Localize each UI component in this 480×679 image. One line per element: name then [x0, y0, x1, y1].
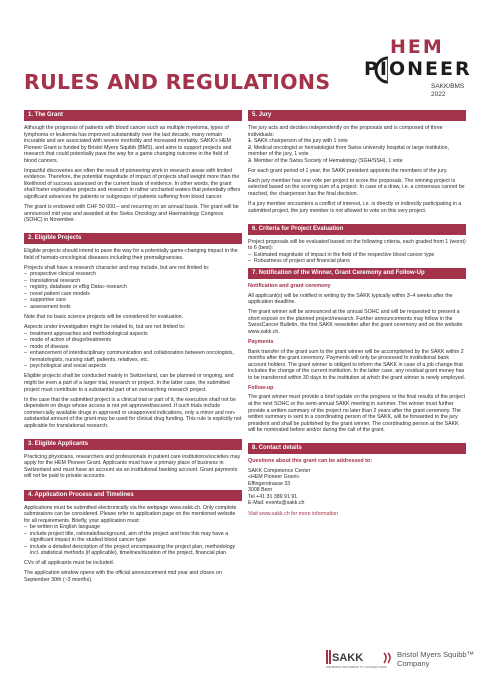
hem-pioneer-logo: [326, 28, 472, 108]
right-column: [248, 110, 466, 518]
contact-email[interactable]: E-Mail: events@sakk.ch: [248, 500, 305, 507]
list-item: – registry, database or eBig Data» research: [24, 284, 242, 291]
subheading-contact: Questions about this grant can be addressed to:: [248, 458, 373, 465]
section-heading-criteria: 6. Criteria for Project Evaluation: [248, 224, 466, 235]
contact-line: Effingerstrasse 33: [248, 480, 291, 487]
payments-paragraph: Bank transfer of the grant sum to the grant winner will be accomplished by the SAKK within 2 months after the grant ceremony. Payments will only be processed to institutional bank account holders. The grant winner is obliged to inform the SAKK in case of a job change that includes the change of the current institution. In the latter case, any residual grant money has to be transferred within 30 days to the institution at which the grant winner is newly employed.: [248, 348, 466, 381]
bms-company: Company: [397, 659, 430, 668]
jury-paragraph-1: The jury acts and decides independently on the proposals and is composed of three individuals:: [248, 125, 443, 138]
subheading-payments: Payments: [248, 339, 274, 346]
grant-paragraph-1: Although the prognosis of patients with blood cancer such as multiple myeloma, types of lymphoma or leukemia has improved substantially over the last decade, many remain incurable and are associated with severe morbidity and increased mortality. SAKK's HEM Pioneer Grant is funded by Bristol Myers Squibb (BMS), and aims to support projects and research that could potentially pave the way for a game changing outcome in the field of blood cancers.: [24, 125, 232, 164]
list-item: – mode of action of drugs/treatments: [24, 337, 242, 344]
follow-up-paragraph: The grant winner must provide a brief update on the progress or the final results of the project at the next SOHC or the semi-annual SAKK meeting in summer. The winner must further provide a written summary of the project no later than 2 years after the grant ceremony. The written summary is sent to a coordinating person of the SAKK, will be forwarded to the jury president and shall be published by the grant winner. The coordinating person at the SAKK will be nominated before and/or during the call of the grant.: [248, 394, 466, 434]
section-heading-application: 4. Application Process and Timelines: [24, 490, 242, 501]
jury-paragraph-3: Each jury member has one vote per project to score the proposals. The winning project is selected based on the scoring sum of a project. In case of a draw, i.e. a consensus cannot be reached, the chairperson has the final decision.: [248, 177, 465, 197]
eligible-projects-paragraph-3: Note that no basic science projects will be considered for evaluation.: [24, 314, 184, 321]
sakk-logo-text: SAKK: [332, 652, 364, 664]
eligible-projects-paragraph-5: Eligible projects shall be conducted mainly in Switzerland, can be planned or ongoing, and might be even a part of a larger trial, research or project. In the latter case, the submitted project must contribute to a substantial part of an overarching research project.: [24, 373, 234, 393]
aspects-list: [24, 331, 242, 370]
bms-name: Bristol Myers Squibb™: [397, 650, 475, 659]
application-paragraph-2: CVs of all applicants must be included.: [24, 560, 115, 567]
list-item: – 1. SAKK chairperson of the jury with 1 vote: [248, 138, 466, 145]
notification-paragraph-1: All applicant(s) will be notified in writing by the SAKK typically within 3–4 weeks after the application deadline.: [248, 292, 453, 306]
application-paragraph-1: Applications must be submitted electronically via the webpage www.sakk.ch. Only complete submissions can be considered. Please refer to application page on the mentioned website for all requirements. Briefly, your application must:: [24, 504, 237, 524]
jury-paragraph-2: For each grant period of 1 year, the SAKK president appoints the members of the jury.: [248, 167, 448, 174]
contact-address: [248, 468, 466, 507]
list-item: – psychological and social aspects: [24, 363, 242, 370]
list-item: – translational research: [24, 278, 242, 285]
contact-line: SAKK Competence Center: [248, 467, 311, 474]
list-item: – 2. Medical oncologist or hematologist from Swiss university hospital or large institution, member of the jury, 1 vote: [248, 145, 466, 158]
contact-line: «HEM Pioneer Grant»: [248, 474, 300, 481]
section-heading-contact: 8. Contact details: [248, 443, 466, 454]
left-column: [24, 110, 242, 587]
sakk-tagline: WE BRING PROGRESS TO CANCER CARE: [326, 665, 387, 669]
list-item: – novel patient care models: [24, 291, 242, 298]
eligible-projects-paragraph-4: Aspects under investigation might be related to, but are not limited to:: [24, 324, 186, 331]
research-types-list: [24, 271, 242, 310]
list-item: – include a detailed description of the project encompassing the project plan, methodology incl. statistical methods (if applicable), timelines/duration of the project, financial plan.: [24, 544, 242, 557]
logo-org: SAKK/BMS: [431, 83, 465, 90]
logo-hem-text: HEM: [390, 36, 444, 58]
list-item: – enhancement of interdisciplinary communication and collaboration between oncologists, hematologists, nursing staff, patients, relatives, etc.: [24, 350, 242, 363]
jury-members-list: [248, 138, 466, 164]
criteria-paragraph-1: Project proposals will be evaluated based on the following criteria, each graded from 1 (worst) to 6 (best):: [248, 238, 466, 252]
list-item: – Estimated magnitude of impact in the field of the respective blood cancer type: [248, 252, 466, 259]
list-item: – assessment tools: [24, 304, 242, 311]
list-item: – be written in English language: [24, 524, 242, 531]
grant-paragraph-3: The grant is endowed with CHF 50 000.– and recurring on an annual basis. The grant will be announced mid year and awarded at the Swiss Oncology and Haematology Congress (SOHC) in November.: [24, 204, 239, 224]
section-heading-notification: 7. Notification of the Winner, Grant Ceremony and Follow-Up: [248, 268, 466, 279]
contact-line: 3008 Bern: [248, 487, 273, 494]
criteria-list: [248, 252, 466, 265]
visit-website-link[interactable]: Visit www.sakk.ch for more information: [248, 511, 339, 518]
contact-line: Tel +41 31 389 91 91: [248, 493, 298, 500]
subheading-follow-up: Follow-up: [248, 384, 274, 391]
section-heading-eligible-applicants: 3. Eligible Applicants: [24, 439, 242, 450]
eligible-projects-paragraph-2: Projects shall have a research character and may include, but are not limited to:: [24, 264, 210, 271]
list-item: – Robustness of project and financial plans: [248, 258, 466, 265]
eligible-projects-paragraph-6: In the case that the submitted project is a clinical trial or part of it, the execution shall not be dependent on drugs whose access is not yet approved/secured. If such trials include commercially available drugs in approved or unapproved indications, only a minor and non-substantial amount of the grant may be used for clinical drug funding. This rule is explicitly not applicable for translational research.: [24, 396, 242, 429]
list-item: – treatment approaches and methodological aspects: [24, 331, 242, 338]
application-requirements-list: [24, 524, 242, 557]
list-item: – include project title, rationale/background, aim of the project and how this may have a significant impact in the studied blood cancer type: [24, 531, 242, 544]
page-title: RULES AND REGULATIONS: [24, 70, 331, 94]
list-item: – mode of disease: [24, 344, 242, 351]
eligible-applicants-paragraph-1: Practicing physicians, researchers and professionals in patient care institutions/societies may apply for the HEM Pioneer Grant. Applicants must have a primary place of business in Switzerland and must have an account via an institutional banking account. Grant payments will not be paid to private accounts.: [24, 453, 241, 480]
logo-year: 2022: [431, 91, 446, 98]
list-item: – prospective clinical research: [24, 271, 242, 278]
section-heading-jury: 5. Jury: [248, 110, 466, 121]
section-heading-eligible-projects: 2. Eligible Projects: [24, 233, 242, 244]
section-heading-grant: 1. The Grant: [24, 110, 242, 121]
eligible-projects-paragraph-1: Eligible projects should intend to pave the way for a potentially game-changing impact in the field of hemato-oncological diseases including their premalignancies.: [24, 248, 238, 261]
jury-paragraph-4: If a jury member encounters a conflict of interest, i.e. is directly or indirectly participating in a submitted project, the jury member is not allowed to vote on this very project.: [248, 200, 462, 214]
bms-mark-icon: [382, 651, 394, 665]
logo-pioneer-text: PIONEER: [364, 58, 472, 80]
subheading-notification: Notification and grant ceremony: [248, 283, 331, 290]
list-item: – supportive care: [24, 297, 242, 304]
application-paragraph-3: The application window opens with the official announcement mid year and closes on September 30th (~3 months).: [24, 570, 222, 583]
notification-paragraph-2: The grant winner will be announced at the annual SOHC and will be requested to present a short exposé on the planned project/research. Further announcements may follow in the SwissCancer Bulletin, the first SAKK newsletter after the grant ceremony and on the website www.sakk.ch.: [248, 309, 463, 336]
list-item: – 3. Member of the Swiss Society of Hematology (SGH/SSH), 1 vote: [248, 158, 466, 165]
logo-subtitle: [431, 83, 464, 99]
grant-paragraph-2: Impactful discoveries are often the result of pioneering work in research areas with limited evidence. Therefore, the potential magnitude of impact of projects shall weight more than the likelihood of success assessed on the current basis of evidence. In other words, the grant shall foster explorative projects and research in rather uncharted waters that potentially offers significant advances for patients or subgroups of patients suffering from blood cancer.: [24, 167, 241, 200]
footer-logos: [326, 648, 475, 672]
